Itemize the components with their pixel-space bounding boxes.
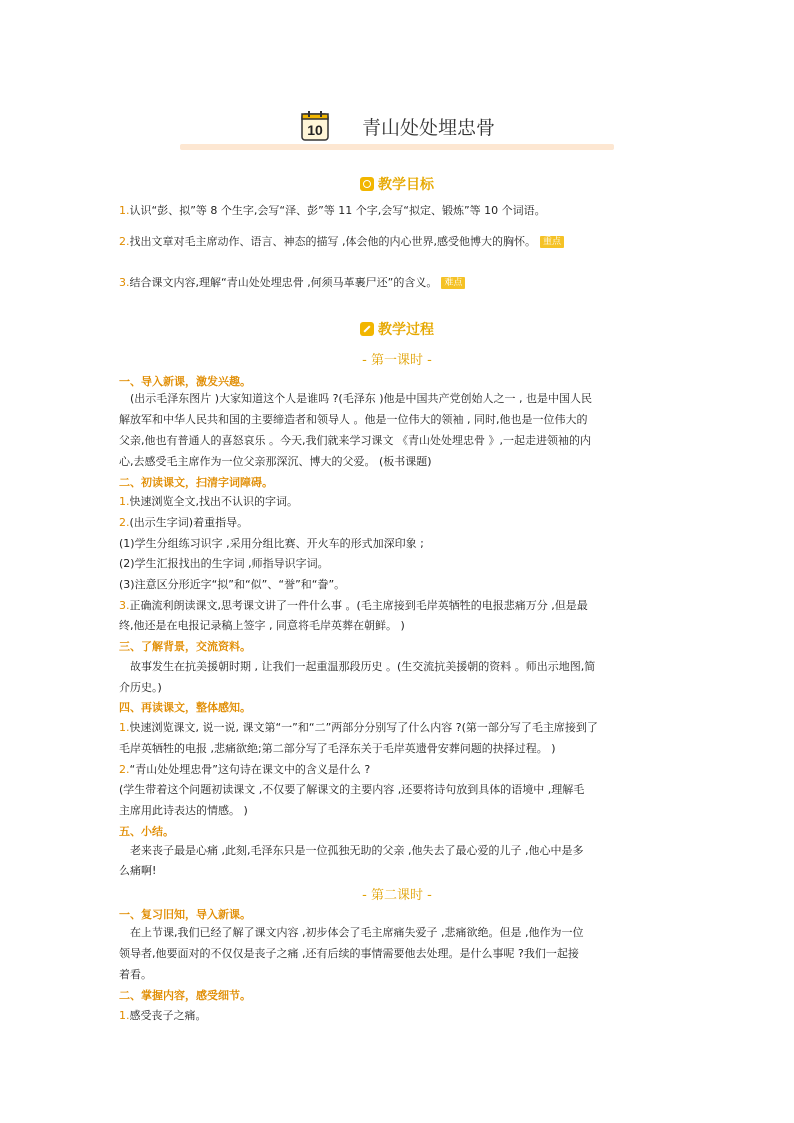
paragraph-line: (1)学生分组练习识字 ,采用分组比赛、开火车的形式加深印象 ; (119, 537, 424, 550)
goals-heading-text: 教学目标 (378, 177, 434, 193)
title-underline (180, 144, 614, 150)
paragraph-line: 介历史。) (119, 681, 162, 694)
lesson-2-heading: - 第二课时 - (362, 888, 432, 903)
paragraph-line: 在上节课,我们已经了解了课文内容 ,初步体会了毛主席痛失爱子 ,悲痛欲绝。但是 ,他作为一位 (130, 926, 584, 939)
section-heading: 四、再读课文，整体感知。 (119, 701, 251, 714)
paragraph-line: 2.(出示生字词)着重指导。 (119, 516, 249, 529)
paragraph-line: 1.快速浏览课文, 说一说, 课文第“一”和“二”两部分分别写了什么内容 ?(第一部分写了毛主席接到了 (119, 721, 598, 734)
lesson-number: 10 (307, 122, 323, 138)
paragraph-line: 故事发生在抗美援朝时期 , 让我们一起重温那段历史 。(生交流抗美援朝的资料 。师出示地图,简 (130, 660, 596, 673)
goal-item: 2.找出文章对毛主席动作、语言、神态的描写 ,体会他的内心世界,感受他博大的胸怀。 重点 (119, 235, 564, 249)
paragraph-line: 毛岸英牺牲的电报 ,悲痛欲绝;第二部分写了毛泽东关于毛岸英遗骨安葬问题的抉择过程。 ) (119, 742, 556, 755)
section-heading: 五、小结。 (119, 825, 174, 838)
difficult-point-badge: 难点 (441, 277, 465, 289)
paragraph-line: 1.快速浏览全文,找出不认识的字词。 (119, 495, 298, 508)
paragraph-line: 么痛啊! (119, 864, 157, 877)
lesson-title-block (180, 100, 614, 152)
paragraph-line: (出示毛泽东图片 )大家知道这个人是谁吗 ?(毛泽东 )他是中国共产党创始人之一 , 也是中国人民 (130, 392, 592, 405)
paragraph-line: 父亲,他也有普通人的喜怒哀乐 。今天,我们就来学习课文 《青山处处埋忠骨 》,一起走进领袖的内 (119, 434, 591, 447)
goals-heading (0, 174, 794, 194)
key-point-badge: 重点 (540, 236, 564, 248)
goal-item: 1.认识“彭、拟”等 8 个生字,会写“泽、彭”等 11 个字,会写“拟定、锻炼”等 10 个词语。 (119, 204, 546, 217)
goal-item: 3.结合课文内容,理解“青山处处埋忠骨 ,何须马革裹尸还”的含义。 难点 (119, 276, 465, 290)
paragraph-line: (3)注意区分形近字“拟”和“似”、“誉”和“誊”。 (119, 578, 346, 591)
paragraph-line: 1.感受丧子之痛。 (119, 1009, 207, 1022)
section-heading: 二、掌握内容，感受细节。 (119, 989, 251, 1002)
paragraph-line: 2.“青山处处埋忠骨”这句诗在课文中的含义是什么 ? (119, 763, 371, 776)
paragraph-line: 解放军和中华人民共和国的主要缔造者和领导人 。他是一位伟大的领袖 , 同时,他也是一位伟大的 (119, 413, 588, 426)
page-title: 青山处处埋忠骨 (362, 117, 496, 139)
process-heading-text: 教学过程 (378, 322, 434, 338)
process-heading (0, 319, 794, 339)
paragraph-line: 心,去感受毛主席作为一位父亲那深沉、博大的父爱。 (板书课题) (119, 455, 432, 468)
section-heading: 一、复习旧知，导入新课。 (119, 908, 251, 921)
calendar-number-icon (298, 108, 332, 142)
section-heading: 二、初读课文，扫清字词障碍。 (119, 476, 273, 489)
section-heading: 三、了解背景，交流资料。 (119, 640, 251, 653)
paragraph-line: 老来丧子最是心痛 ,此刻,毛泽东只是一位孤独无助的父亲 ,他失去了最心爱的儿子 ,他心中是多 (130, 844, 584, 857)
paragraph-line: 主席用此诗表达的情感。 ) (119, 804, 248, 817)
process-icon (360, 322, 374, 336)
lesson-1-heading: - 第一课时 - (362, 353, 432, 368)
section-heading: 一、导入新课，激发兴趣。 (119, 375, 251, 388)
target-icon (360, 177, 374, 191)
paragraph-line: 领导者,他要面对的不仅仅是丧子之痛 ,还有后续的事情需要他去处理。是什么事呢 ?我们一起接 (119, 947, 579, 960)
paragraph-line: (2)学生汇报找出的生字词 ,师指导识字词。 (119, 557, 329, 570)
paragraph-line: (学生带着这个问题初读课文 ,不仅要了解课文的主要内容 ,还要将诗句放到具体的语境中 ,理解毛 (119, 783, 585, 796)
paragraph-line: 3.正确流利朗读课文,思考课文讲了一件什么事 。(毛主席接到毛岸英牺牲的电报悲痛万分 ,但是最 (119, 599, 588, 612)
paragraph-line: 着看。 (119, 968, 152, 981)
paragraph-line: 终,他还是在电报记录稿上签字 , 同意将毛岸英葬在朝鲜。 ) (119, 619, 405, 632)
